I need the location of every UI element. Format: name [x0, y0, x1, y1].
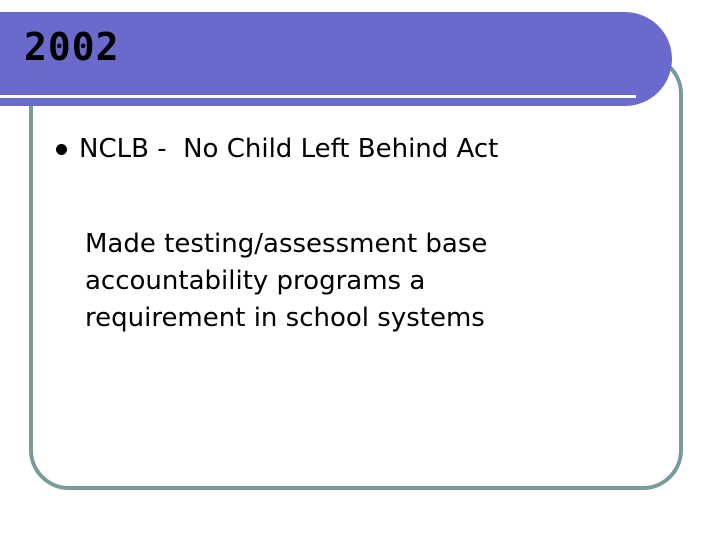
bullet-label: NCLB - No Child Left Behind Act [79, 134, 499, 164]
body-line: Made testing/assessment base [85, 229, 488, 259]
body-paragraph [85, 226, 645, 337]
body-line: accountability programs a [85, 266, 426, 296]
bullet-item [56, 134, 498, 164]
slide-title: 2002 [24, 25, 120, 69]
body-line: requirement in school systems [85, 303, 485, 333]
bullet-dot-icon [56, 144, 67, 155]
title-underline [0, 95, 636, 98]
